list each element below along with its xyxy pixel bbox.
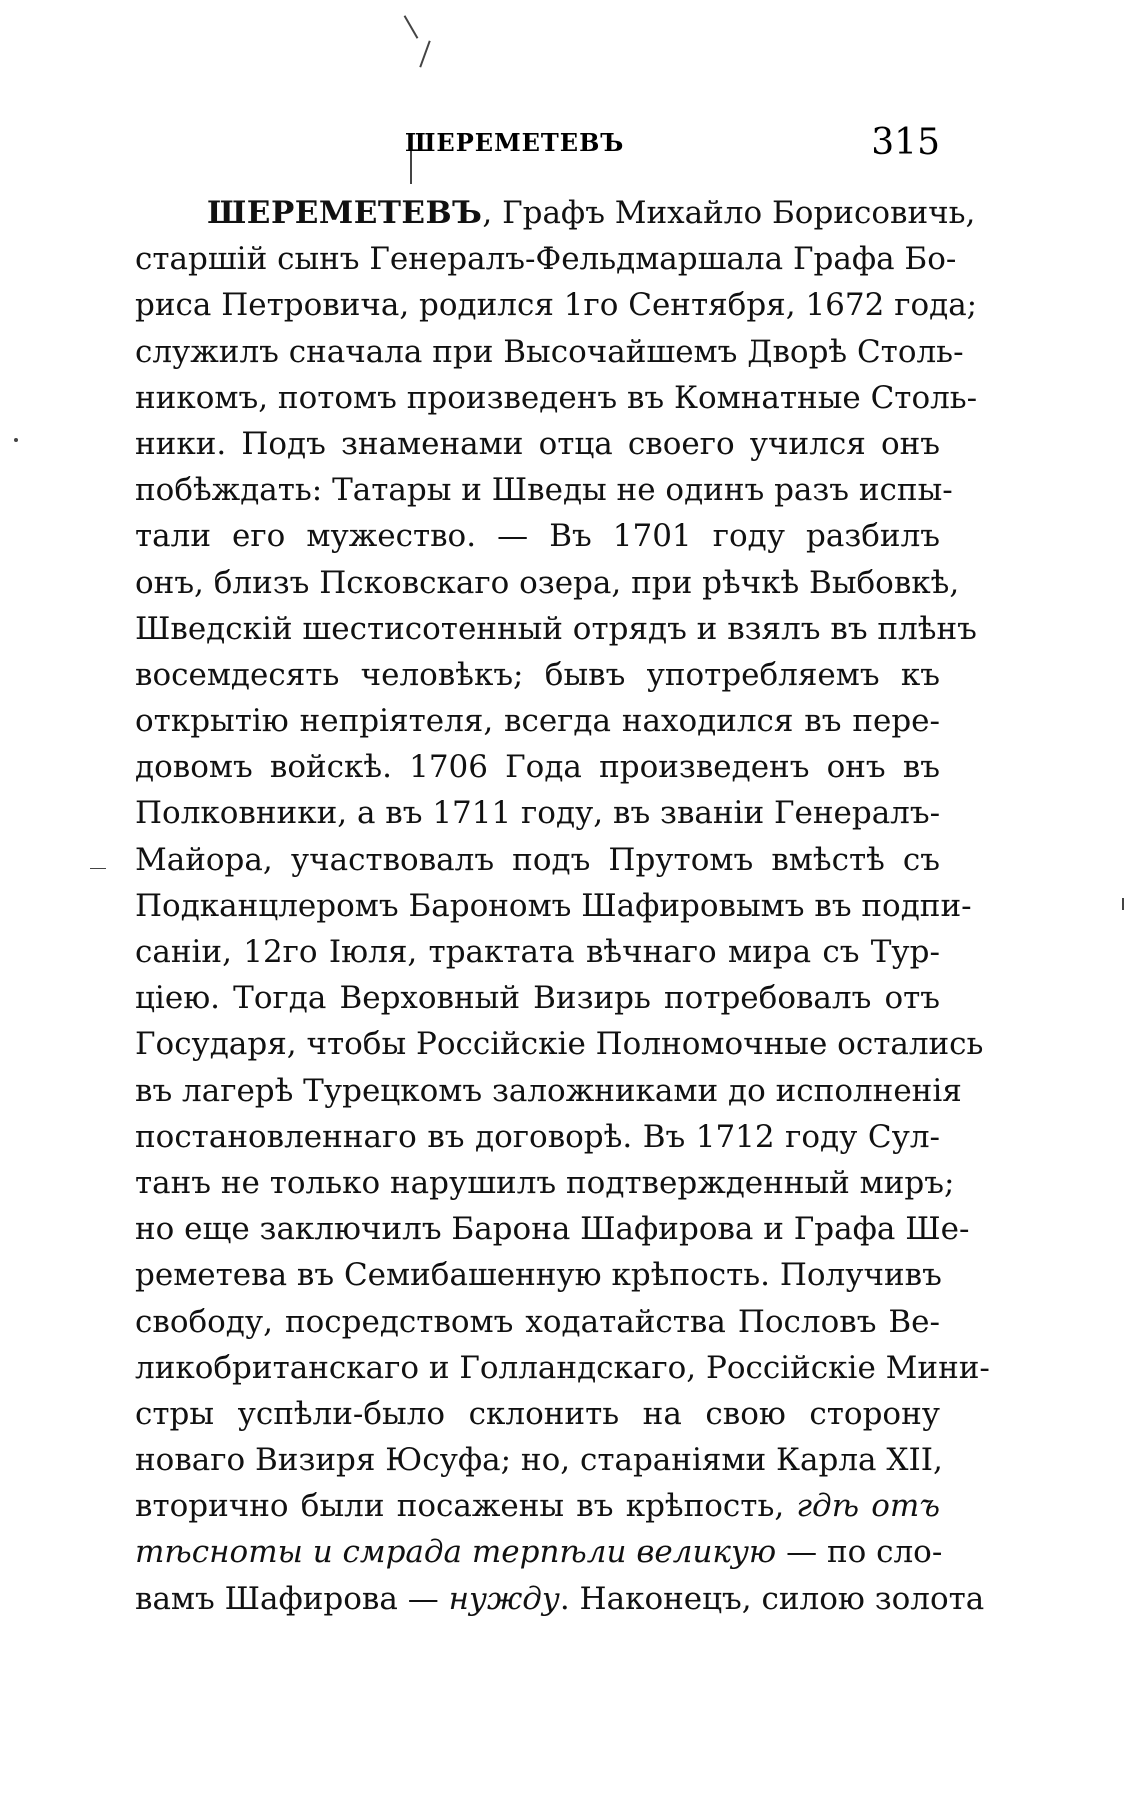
text-line: но еще заключилъ Барона Шафирова и Графа Ше- bbox=[135, 1211, 970, 1248]
text-line: тали его мужество. — Въ 1701 году разбилъ bbox=[135, 518, 940, 555]
italic-text: гдѣ отъ bbox=[796, 1488, 940, 1525]
line-text: — по сло- bbox=[776, 1534, 943, 1571]
text-line: ликобританскаго и Голландскаго, Россійскіе Мини- bbox=[135, 1349, 990, 1386]
line-text: вамъ Шафирова — bbox=[135, 1580, 449, 1617]
text-line bbox=[135, 1483, 940, 1529]
text-line: свободу, посредствомъ ходатайства Пословъ Ве- bbox=[135, 1303, 940, 1340]
text-line: Подканцлеромъ Барономъ Шафировымъ въ подпи- bbox=[135, 887, 972, 924]
text-line: стры успѣли-было склонить на свою сторону bbox=[135, 1395, 940, 1432]
text-line: танъ не только нарушилъ подтвержденный миръ; bbox=[135, 1164, 955, 1201]
text-line: довомъ войскѣ. 1706 Года произведенъ онъ въ bbox=[135, 749, 940, 786]
text-line: никомъ, потомъ произведенъ въ Комнатные Столь- bbox=[135, 379, 978, 416]
text-line: риса Петровича, родился 1го Сентября, 1672 года; bbox=[135, 287, 978, 324]
text-line: въ лагерѣ Турецкомъ заложниками до исполненія bbox=[135, 1072, 962, 1109]
scan-mark bbox=[14, 438, 18, 442]
text-line bbox=[135, 190, 976, 236]
page-header bbox=[135, 118, 940, 178]
line-text: , Графъ Михайло Борисовичь, bbox=[482, 195, 976, 231]
text-line bbox=[135, 1576, 985, 1622]
text-line: ціею. Тогда Верховный Визирь потребовалъ отъ bbox=[135, 980, 940, 1017]
text-line: побѣждать: Татары и Шведы не одинъ разъ испы- bbox=[135, 472, 953, 509]
line-text: . Наконецъ, силою золота bbox=[559, 1580, 985, 1617]
text-line: Майора, участвовалъ подъ Прутомъ вмѣстѣ съ bbox=[135, 841, 940, 878]
text-line: Государя, чтобы Россійскіе Полномочные остались bbox=[135, 1026, 984, 1063]
scan-mark bbox=[90, 868, 106, 869]
text-line: саніи, 12го Іюля, трактата вѣчнаго мира съ Тур- bbox=[135, 934, 940, 970]
line-text: вторично были посажены въ крѣпость, bbox=[135, 1488, 797, 1525]
italic-text: нужду bbox=[448, 1580, 560, 1617]
text-line: новаго Визиря Юсуфа; но, стараніями Карла XII, bbox=[135, 1442, 943, 1479]
text-line: постановленнаго въ договорѣ. Въ 1712 году Сул- bbox=[135, 1118, 940, 1155]
article-text bbox=[135, 190, 990, 1622]
text-line bbox=[135, 1529, 943, 1575]
text-line: Шведскій шестисотенный отрядъ и взялъ въ плѣнъ bbox=[135, 610, 977, 647]
text-line: восемдесять человѣкъ; бывъ употребляемъ къ bbox=[135, 656, 940, 693]
text-line: старшій сынъ Генералъ-Фельдмаршала Графа Бо- bbox=[135, 241, 957, 278]
text-line: ники. Подъ знаменами отца своего учился онъ bbox=[135, 425, 940, 462]
page-number: 315 bbox=[871, 122, 940, 163]
scan-mark bbox=[404, 15, 419, 39]
text-line: открытію непріятеля, всегда находился въ пере- bbox=[135, 703, 940, 740]
text-line: онъ, близъ Псковскаго озера, при рѣчкѣ Выбовкѣ, bbox=[135, 564, 960, 601]
text-line: Полковники, а въ 1711 году, въ званіи Генералъ- bbox=[135, 795, 941, 832]
text-line: реметева въ Семибашенную крѣпость. Получивъ bbox=[135, 1257, 942, 1294]
scan-mark bbox=[419, 41, 430, 68]
text-line: служилъ сначала при Высочайшемъ Дворѣ Столь- bbox=[135, 333, 964, 370]
entry-name: ШЕРЕМЕТЕВЪ bbox=[207, 195, 483, 231]
running-head: ШЕРЕМЕТЕВЪ bbox=[405, 128, 625, 157]
scan-mark bbox=[1122, 898, 1124, 910]
italic-text: тѣсноты и смрада терпѣли великую bbox=[135, 1534, 777, 1571]
